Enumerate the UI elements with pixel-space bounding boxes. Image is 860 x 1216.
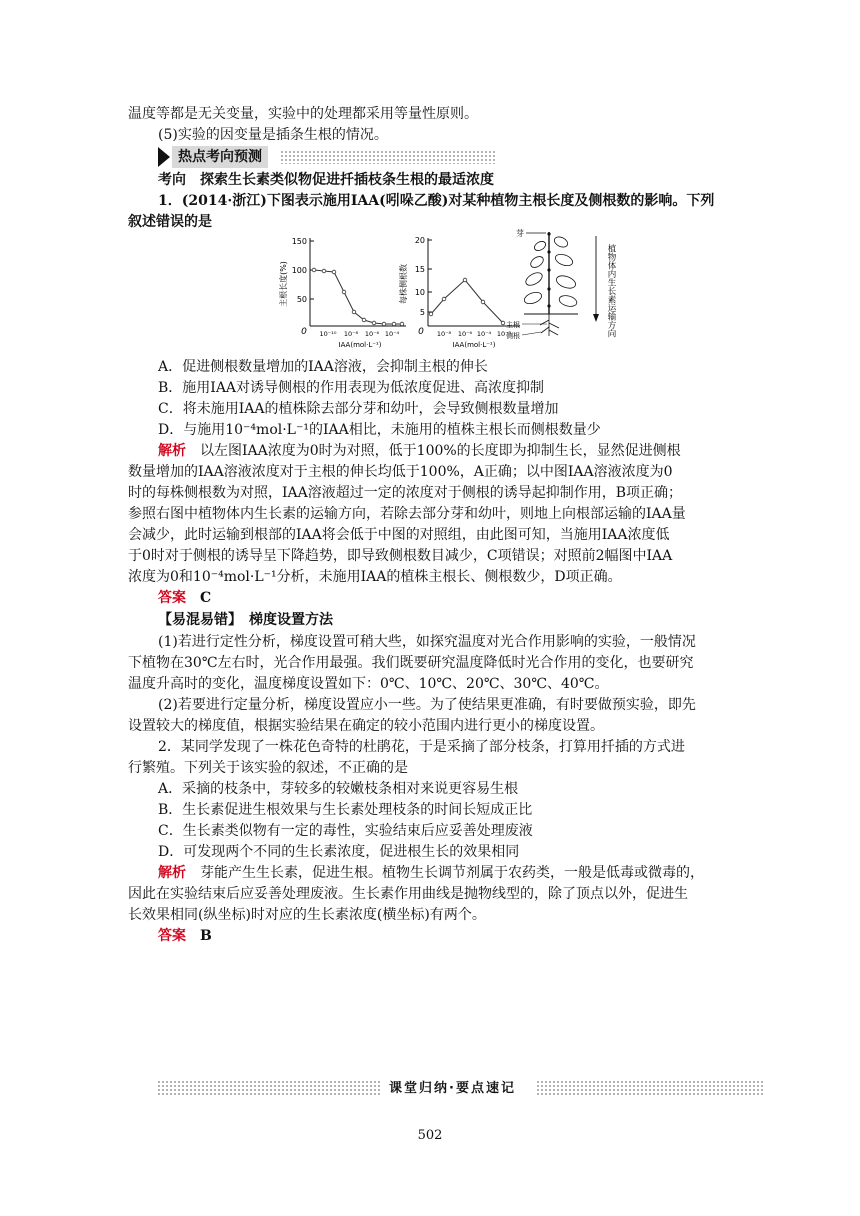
y-tick-label: 10 — [414, 288, 425, 297]
tip-paragraph-1: (1)若进行定性分析，梯度设置可稍大些，如探究温度对光合作用影响的实验，一般情况 — [158, 634, 696, 650]
option-c: C．将未施用IAA的植株除去部分芽和幼叶，会导致侧根数量增加 — [158, 401, 559, 417]
answer-value: C — [200, 590, 212, 606]
tip-paragraph-2: 设置较大的梯度值，根据实验结果在确定的较小范围内进行更小的梯度设置。 — [128, 718, 604, 734]
tip-heading: 【易混易错】 梯度设置方法 — [158, 612, 333, 628]
x-tick-label: 10⁻⁶ — [364, 330, 380, 338]
option-a: A．促进侧根数量增加的IAA溶液，会抑制主根的伸长 — [158, 359, 488, 375]
option-d: D．与施用10⁻⁴mol·L⁻¹的IAA相比，未施用的植株主根长而侧根数量少 — [158, 422, 601, 438]
answer-value: B — [200, 928, 212, 944]
explanation-2: 因此在实验结束后应妥善处理废液。生长素作用曲线是抛物线型的，除了顶点以外，促进生 — [128, 886, 688, 902]
footer-dotted-rule — [536, 1080, 764, 1096]
explanation-2: 解析 芽能产生生长素，促进生根。植物生长调节剂属于农药类，一般是低毒或微毒的， — [158, 865, 704, 881]
explanation-1: 参照右图中植物体内生长素的运输方向，若除去部分芽和幼叶，则地上向根部运输的IAA量 — [128, 506, 686, 522]
arrow-head-icon — [593, 314, 599, 322]
option-b: B．生长素促进生根效果与生长素处理枝条的时间长短成正比 — [158, 802, 533, 818]
question-1-stem: 叙述错误的是 — [128, 214, 212, 230]
option-b: B．施用IAA对诱导侧根的作用表现为低浓度促进、高浓度抑制 — [158, 380, 545, 396]
explanation-2: 长效果相同(纵坐标)时对应的生长素浓度(横坐标)有两个。 — [128, 907, 486, 923]
x-tick-label: 10⁻³ — [496, 330, 512, 338]
text-line: (5)实验的因变量是插条生根的情况。 — [158, 127, 388, 143]
option-c: C．生长素类似物有一定的毒性，实验结束后应妥善处理废液 — [158, 823, 533, 839]
explanation-label: 解析 — [158, 443, 186, 459]
transport-direction-label: 植物体内生长素运输方向 — [606, 244, 616, 338]
x-tick-label: 10⁻¹⁰ — [319, 330, 337, 338]
roots — [540, 314, 559, 336]
tip-paragraph-1: 下植物在30℃左右时，光合作用最强。我们既要研究温度降低时光合作用的变化，也要研究 — [128, 655, 694, 671]
leaves — [523, 235, 578, 308]
option-d: D．可发现两个不同的生长素浓度，促进根生长的效果相同 — [158, 844, 520, 860]
explanation-1: 于0时对于侧根的诱导呈下降趋势，即导致侧根数目减少，C项错误；对照前2幅图中IAA — [128, 548, 673, 564]
explanation-1: 会减少，此时运输到根部的IAA将会低于中图的对照组，由此图可知，当施用IAA浓度低 — [128, 527, 670, 543]
answer-2 — [158, 926, 738, 946]
explanation-1: 解析 以左图IAA浓度为0时为对照，低于100%的长度即为抑制生长，显然促进侧根 — [158, 443, 681, 459]
footer-section-title: 课堂归纳·要点速记 — [389, 1081, 516, 1096]
y-tick-label: 100 — [291, 266, 307, 275]
y-axis-label: 主根长度(%) — [279, 261, 288, 307]
tip-paragraph-1: 温度升高时的变化，温度梯度设置如下：0℃、10℃、20℃、30℃、40℃。 — [128, 676, 609, 692]
y-axis-label: 每株侧根数 — [399, 264, 408, 304]
origin-label: 0 — [418, 327, 424, 337]
lateral-root-curve — [431, 280, 503, 323]
x-axis-label: IAA(mol·L⁻¹) — [452, 341, 496, 349]
banner-label: 热点考向预测 — [172, 146, 268, 168]
arrow-icon — [158, 147, 170, 167]
y-tick-label: 50 — [296, 295, 307, 304]
answer-1 — [158, 588, 738, 608]
y-tick-label: 15 — [414, 265, 425, 274]
explanation-1: 数量增加的IAA溶液浓度对于主根的伸长均低于100%，A正确；以中图IAA溶液浓度为0 — [128, 464, 673, 480]
data-points — [312, 268, 404, 326]
lateral-root-label: 侧根 — [506, 332, 520, 340]
bud-label: 芽 — [516, 229, 524, 238]
question-2-stem: 行繁殖。下列关于该实验的叙述，不正确的是 — [128, 760, 408, 776]
main-root-curve — [314, 270, 402, 324]
footer-dotted-rule — [157, 1080, 381, 1096]
main-root-label: 主根 — [506, 321, 520, 329]
explanation-1: 浓度为0和10⁻⁴mol·L⁻¹分析，未施用IAA的植株主根长、侧根数少，D项正确。 — [128, 569, 622, 585]
answer-label: 答案 — [158, 928, 186, 944]
origin-label: 0 — [301, 327, 307, 337]
explanation-label: 解析 — [158, 865, 186, 881]
tip-paragraph-2: (2)若要进行定量分析，梯度设置应小一些。为了使结果更准确，有时要做预实验，即先 — [158, 697, 696, 713]
chart-lateral-root-count — [398, 236, 520, 349]
x-tick-label: 10⁻⁴ — [476, 330, 492, 338]
plant-diagram — [506, 228, 616, 340]
section-banner — [158, 146, 498, 168]
x-tick-label: 10⁻⁶ — [457, 330, 473, 338]
x-axis-label: IAA(mol·L⁻¹) — [338, 341, 382, 349]
dotted-rule — [280, 150, 496, 164]
x-tick-label: 10⁻⁸ — [343, 330, 359, 338]
x-tick-label: 10⁻⁸ — [436, 330, 452, 338]
data-points — [429, 278, 505, 325]
text-line: 温度等都是无关变量，实验中的处理都采用等量性原则。 — [128, 106, 478, 122]
y-tick-label: 150 — [291, 237, 307, 246]
iaa-figure — [278, 226, 624, 360]
page-number: 502 — [417, 1128, 443, 1143]
y-tick-label: 20 — [414, 236, 425, 245]
question-2-stem: 2．某同学发现了一株花色奇特的杜鹃花，于是采摘了部分枝条，打算用扦插的方式进 — [158, 739, 685, 755]
question-1-stem: 1．(2014·浙江)下图表示施用IAA(吲哚乙酸)对某种植物主根长度及侧根数的影响。下列 — [158, 193, 715, 209]
section-heading: 考向 探索生长素类似物促进扦插枝条生根的最适浓度 — [158, 172, 494, 188]
answer-label: 答案 — [158, 590, 186, 606]
x-tick-label: 10⁻⁴ — [384, 330, 400, 338]
y-tick-label: 5 — [419, 308, 425, 317]
chart-main-root-length — [278, 237, 406, 349]
option-a: A．采摘的枝条中，芽较多的较嫩枝条相对来说更容易生根 — [158, 781, 519, 797]
explanation-1: 时的每株侧根数为对照，IAA溶液超过一定的浓度对于侧根的诱导起抑制作用，B项正确； — [128, 485, 683, 501]
